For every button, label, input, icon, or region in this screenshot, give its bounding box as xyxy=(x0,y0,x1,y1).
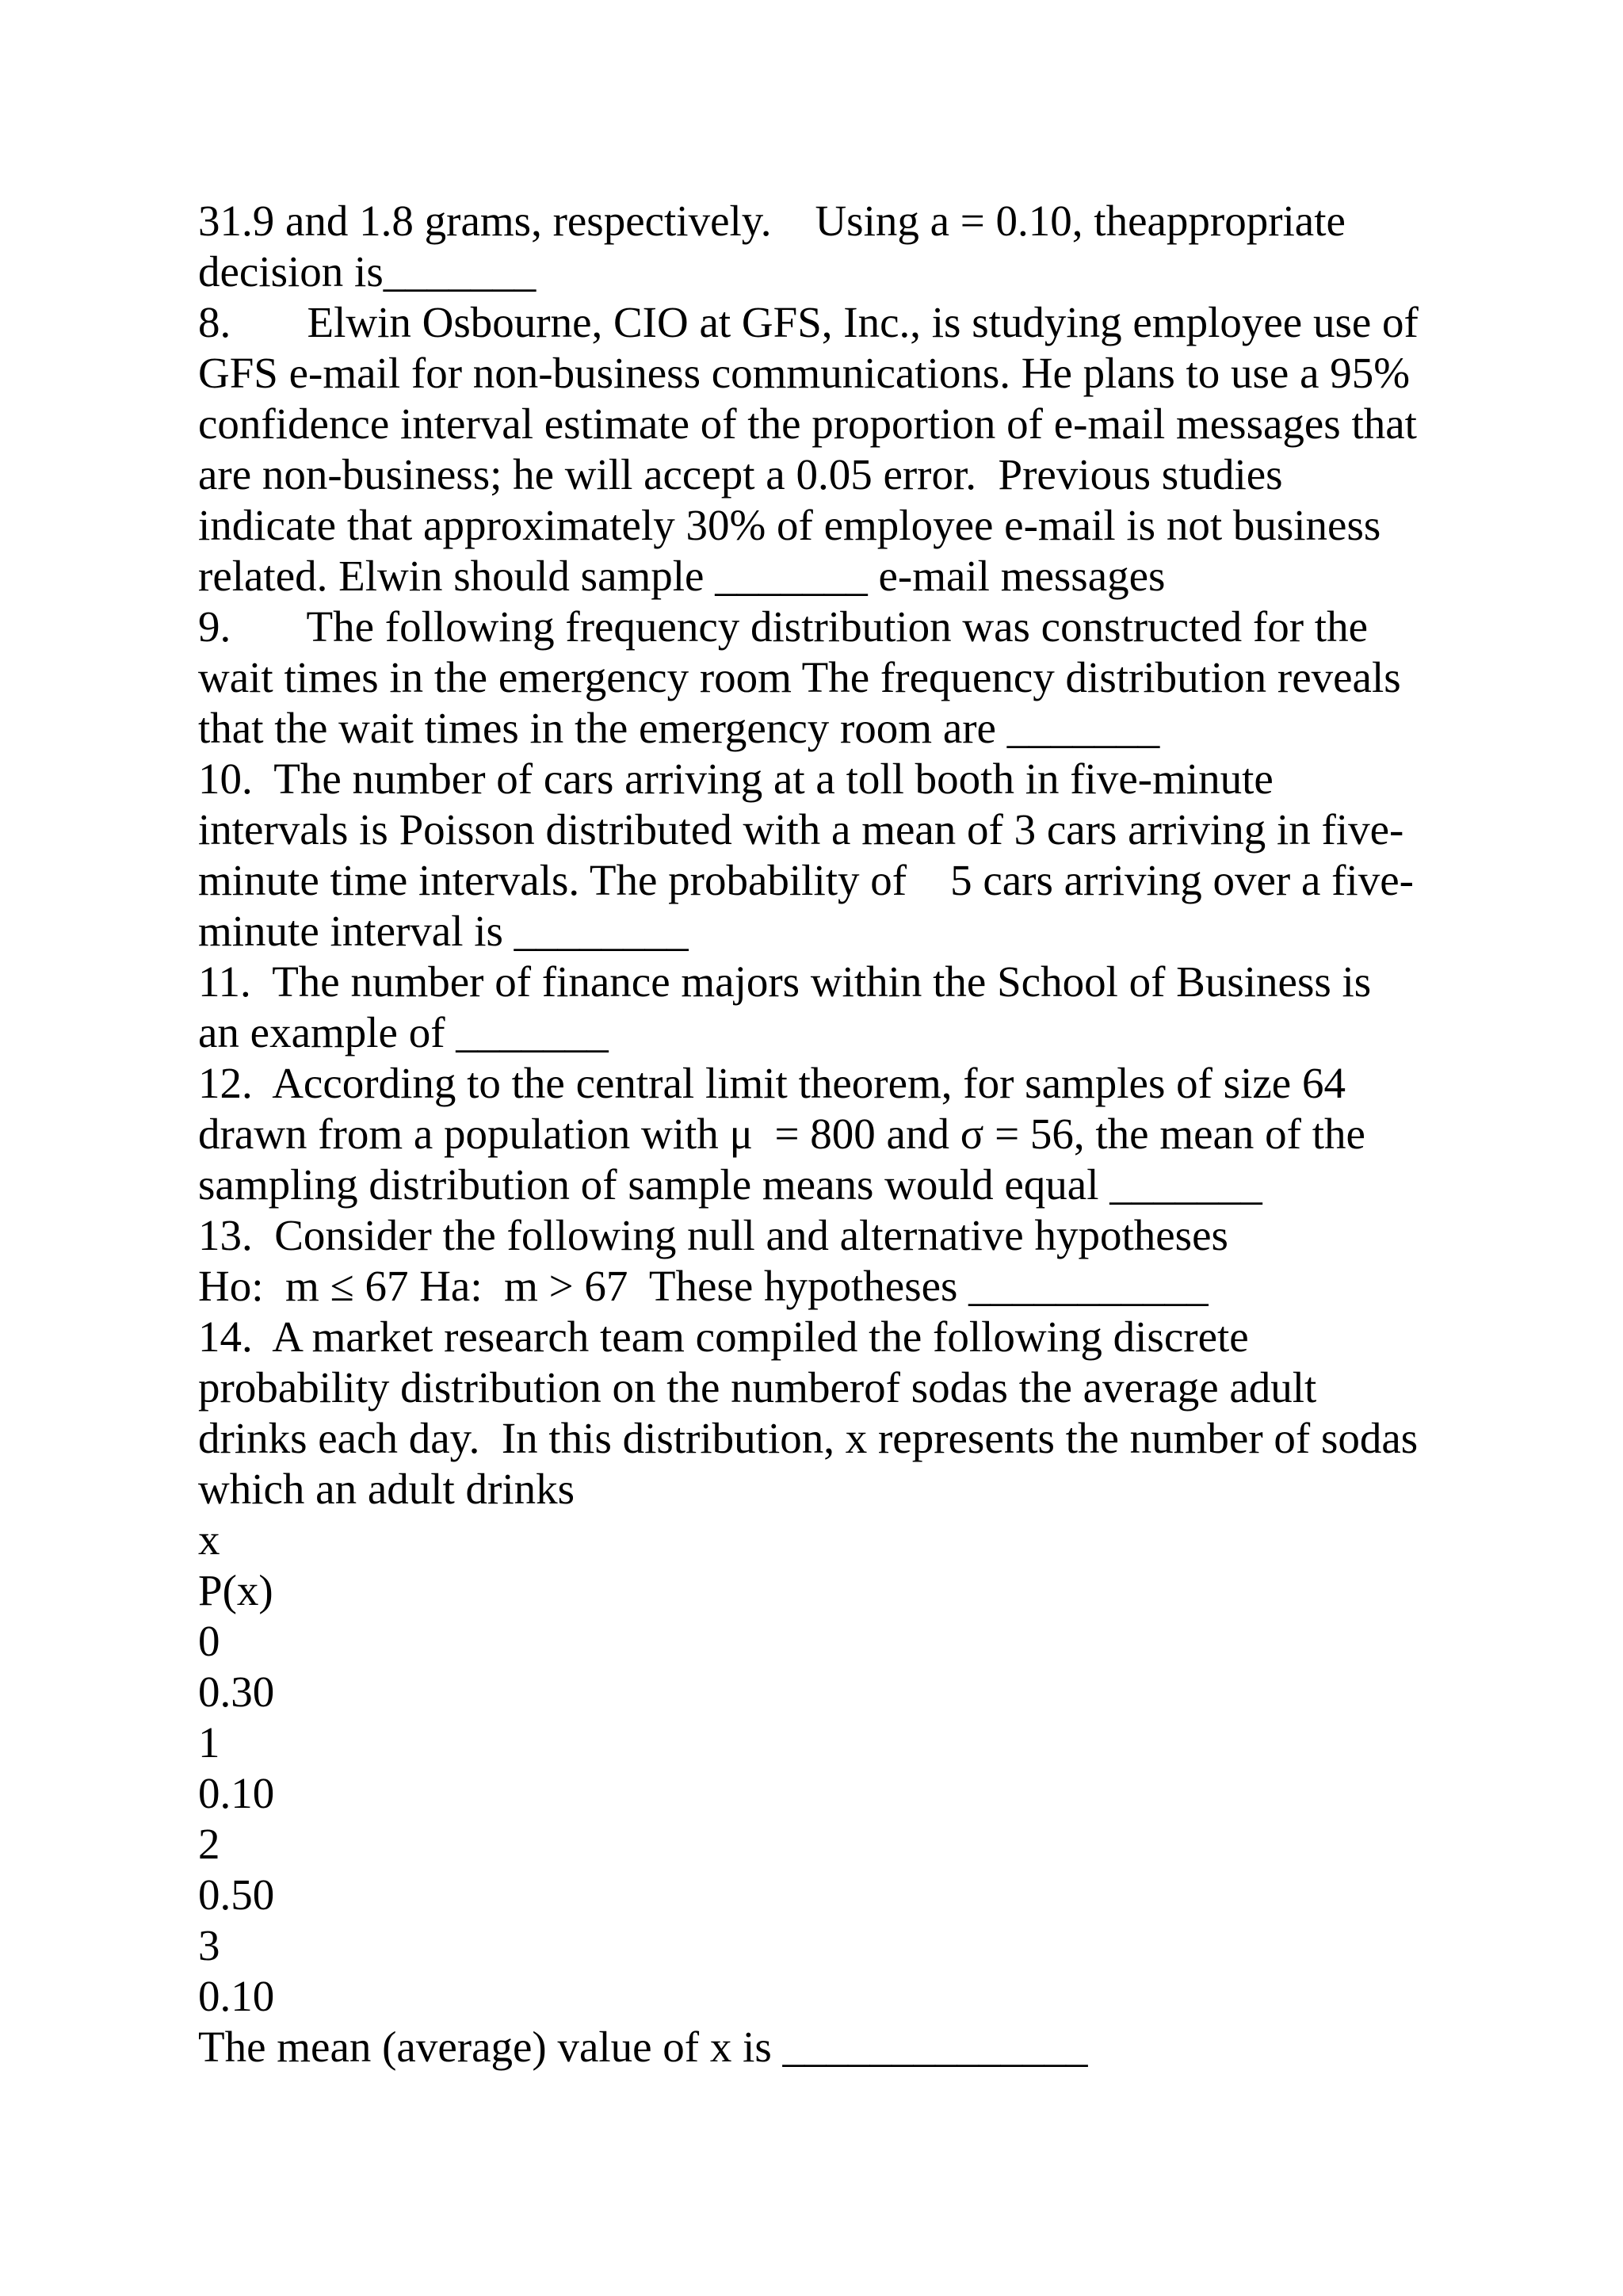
text-line-q7-decision: decision is_______ xyxy=(198,247,537,296)
text-line-q14: which an adult drinks xyxy=(198,1465,575,1513)
text-line-q14-question: The mean (average) value of x is ______________ xyxy=(198,2023,1088,2071)
text-line-q12-start: 12. According to the central limit theorem, for samples of size 64 xyxy=(198,1059,1346,1107)
text-line-q7-cont: 31.9 and 1.8 grams, respectively. Using a = 0.10, theappropriate xyxy=(198,197,1346,245)
text-line-q9-start: 9. The following frequency distribution was constructed for the xyxy=(198,602,1369,651)
table-header-x: x xyxy=(198,1515,220,1564)
text-line-q9-end: that the wait times in the emergency room are _______ xyxy=(198,704,1160,752)
text-line-q8: confidence interval estimate of the proportion of e-mail messages that xyxy=(198,399,1417,448)
table-cell-px: 0.30 xyxy=(198,1668,275,1716)
text-line-q13-start: 13. Consider the following null and alternative hypotheses xyxy=(198,1211,1228,1259)
table-header-px: P(x) xyxy=(198,1566,273,1614)
text-line-q14: probability distribution on the numberof sodas the average adult xyxy=(198,1363,1317,1412)
text-line-q10: intervals is Poisson distributed with a mean of 3 cars arriving in five- xyxy=(198,805,1404,854)
table-cell-x: 3 xyxy=(198,1921,220,1969)
table-cell-x: 2 xyxy=(198,1820,220,1868)
table-cell-x: 1 xyxy=(198,1718,220,1767)
document-page xyxy=(198,196,1434,2073)
table-cell-x: 0 xyxy=(198,1617,220,1665)
text-line-q8: are non-business; he will accept a 0.05 error. Previous studies xyxy=(198,450,1283,499)
table-cell-px: 0.10 xyxy=(198,1769,275,1817)
text-line-q8: GFS e-mail for non-business communications. He plans to use a 95% xyxy=(198,349,1411,397)
text-line-q14: drinks each day. In this distribution, x represents the number of sodas xyxy=(198,1414,1419,1462)
table-cell-px: 0.10 xyxy=(198,1972,275,2020)
text-line-q9: wait times in the emergency room The frequency distribution reveals xyxy=(198,653,1401,701)
text-line-q14-start: 14. A market research team compiled the following discrete xyxy=(198,1312,1249,1361)
text-line-q13-end: Ho: m ≤ 67 Ha: m > 67 These hypotheses ___________ xyxy=(198,1262,1209,1310)
text-line-q12-end: sampling distribution of sample means would equal _______ xyxy=(198,1160,1262,1209)
text-line-q8-end: related. Elwin should sample _______ e-mail messages xyxy=(198,552,1166,600)
text-line-q8: indicate that approximately 30% of employee e-mail is not business xyxy=(198,501,1381,549)
text-line-q12: drawn from a population with μ = 800 and σ = 56, the mean of the xyxy=(198,1110,1365,1158)
text-line-q10-start: 10. The number of cars arriving at a toll booth in five-minute xyxy=(198,755,1274,803)
table-cell-px: 0.50 xyxy=(198,1870,275,1919)
text-line-q8-start: 8. Elwin Osbourne, CIO at GFS, Inc., is studying employee use of xyxy=(198,298,1419,346)
text-line-q10-end: minute interval is ________ xyxy=(198,907,689,955)
text-line-q11-end: an example of _______ xyxy=(198,1008,609,1056)
text-line-q11-start: 11. The number of finance majors within the School of Business is xyxy=(198,957,1372,1006)
text-line-q10: minute time intervals. The probability of 5 cars arriving over a five- xyxy=(198,856,1414,904)
